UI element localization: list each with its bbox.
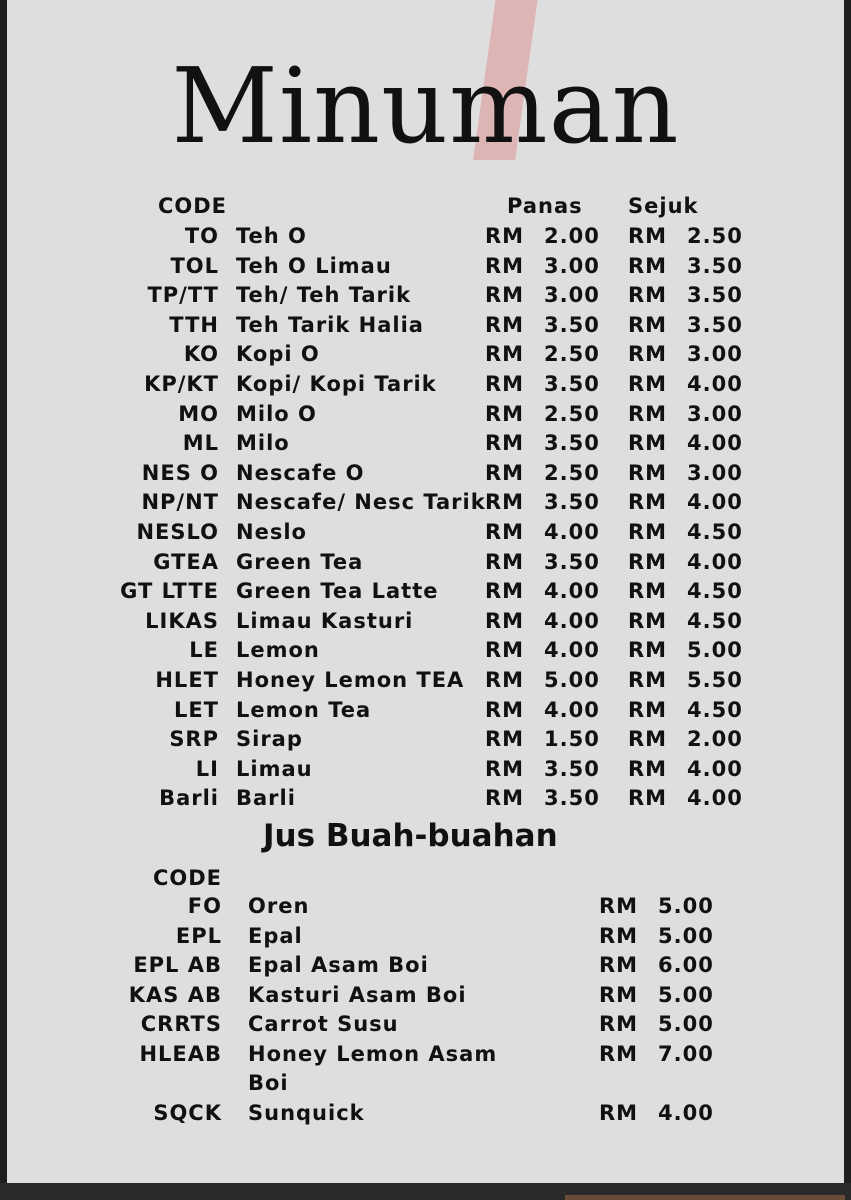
hot-price: 4.00 <box>544 579 600 604</box>
drink-code: MO <box>178 401 219 426</box>
cold-price: 4.50 <box>687 608 743 633</box>
menu-page <box>7 0 844 1183</box>
cold-price: 4.00 <box>687 549 743 574</box>
hot-price: 3.00 <box>544 283 600 308</box>
hot-currency: RM <box>485 460 525 485</box>
drink-name: Neslo <box>236 520 307 544</box>
hot-currency: RM <box>485 372 525 396</box>
hot-currency: RM <box>485 549 525 574</box>
juice-code: HLEAB <box>139 1042 222 1066</box>
hot-currency: RM <box>485 579 525 604</box>
hot-currency: RM <box>485 608 525 633</box>
drink-code: KP/KT <box>144 372 219 396</box>
hot-currency: RM <box>485 431 525 456</box>
drink-name: Kopi/ Kopi Tarik <box>236 372 437 396</box>
cold-currency: RM <box>628 668 668 692</box>
hot-price: 5.00 <box>544 668 600 692</box>
hot-currency: RM <box>485 638 525 663</box>
cold-currency: RM <box>628 579 668 604</box>
cold-currency: RM <box>628 312 668 337</box>
drink-name: Nescafe/ Nesc Tarik <box>236 490 486 515</box>
cold-currency: RM <box>628 786 668 811</box>
juice-code: EPL <box>175 923 222 948</box>
drink-name: Green Tea <box>236 549 364 574</box>
hot-price: 3.50 <box>544 312 600 337</box>
cold-price: 3.00 <box>687 342 743 367</box>
juice-price: 7.00 <box>658 1042 714 1066</box>
hot-currency: RM <box>485 520 525 544</box>
drink-code: TTH <box>169 312 219 337</box>
cold-currency: RM <box>628 638 668 663</box>
drink-name: Lemon Tea <box>236 697 372 722</box>
hot-price: 2.00 <box>544 224 600 248</box>
hot-currency: RM <box>485 342 525 367</box>
drink-name: Sirap <box>236 727 303 752</box>
cold-currency: RM <box>628 283 668 308</box>
cold-price: 2.00 <box>687 727 743 752</box>
hot-price: 3.50 <box>544 756 600 781</box>
drink-code: NP/NT <box>141 490 219 515</box>
cold-price: 5.00 <box>687 638 743 663</box>
cold-price: 3.50 <box>687 283 743 308</box>
drink-name: Green Tea Latte <box>236 579 439 604</box>
juice-name: Kasturi Asam Boi <box>248 982 467 1007</box>
drink-code: LI <box>195 756 219 781</box>
hot-price: 2.50 <box>544 342 600 367</box>
juice-currency: RM <box>599 1012 639 1037</box>
drink-name: Nescafe O <box>236 460 365 485</box>
hot-currency: RM <box>485 668 525 692</box>
drink-code: NESLO <box>136 520 219 544</box>
hot-price: 3.50 <box>544 786 600 811</box>
cold-currency: RM <box>628 224 668 248</box>
hot-price: 2.50 <box>544 401 600 426</box>
hot-price: 3.50 <box>544 431 600 456</box>
cold-price: 4.00 <box>687 786 743 811</box>
juice-name: Carrot Susu <box>248 1012 399 1037</box>
hot-price: 4.00 <box>544 608 600 633</box>
drink-code: GT LTTE <box>120 579 219 604</box>
drink-code: LE <box>189 638 219 663</box>
drink-code: KO <box>183 342 219 367</box>
juice-section-title: Jus Buah-buahan <box>263 818 558 854</box>
juice-name-cont: Boi <box>248 1071 289 1095</box>
drink-name: Barli <box>236 786 296 811</box>
hot-currency: RM <box>485 727 525 752</box>
juice-currency: RM <box>599 1101 639 1125</box>
drink-code: NES O <box>141 460 219 485</box>
cold-currency: RM <box>628 549 668 574</box>
cold-currency: RM <box>628 697 668 722</box>
cold-price: 3.00 <box>687 401 743 426</box>
juice-code: EPL AB <box>133 953 222 978</box>
cold-header: Sejuk <box>628 194 699 218</box>
juice-price: 5.00 <box>658 923 714 948</box>
hot-price: 4.00 <box>544 638 600 663</box>
drink-code: GTEA <box>153 549 219 574</box>
hot-currency: RM <box>485 312 525 337</box>
juice-price: 4.00 <box>658 1101 714 1125</box>
drink-name: Milo O <box>236 401 317 426</box>
drink-code: ML <box>182 431 219 456</box>
hot-price: 3.00 <box>544 253 600 278</box>
cold-price: 3.50 <box>687 312 743 337</box>
drink-code: HLET <box>155 668 219 692</box>
cold-currency: RM <box>628 520 668 544</box>
cold-currency: RM <box>628 608 668 633</box>
cold-currency: RM <box>628 431 668 456</box>
next-image-edge <box>565 1195 845 1200</box>
cold-currency: RM <box>628 490 668 515</box>
hot-currency: RM <box>485 253 525 278</box>
cold-price: 4.50 <box>687 579 743 604</box>
cold-currency: RM <box>628 401 668 426</box>
juice-code: SQCK <box>153 1101 222 1125</box>
cold-currency: RM <box>628 342 668 367</box>
hot-price: 1.50 <box>544 727 600 752</box>
juice-code-header: CODE <box>152 866 222 890</box>
cold-currency: RM <box>628 460 668 485</box>
cold-currency: RM <box>628 372 668 396</box>
drink-name: Kopi O <box>236 342 320 367</box>
hot-price: 4.00 <box>544 697 600 722</box>
hot-price: 3.50 <box>544 549 600 574</box>
cold-price: 4.50 <box>687 697 743 722</box>
drink-name: Teh/ Teh Tarik <box>236 283 412 308</box>
hot-currency: RM <box>485 786 525 811</box>
hot-price: 2.50 <box>544 460 600 485</box>
cold-price: 4.00 <box>687 431 743 456</box>
drink-code: SRP <box>169 727 219 752</box>
juice-code: FO <box>187 894 222 918</box>
hot-currency: RM <box>485 401 525 426</box>
hot-currency: RM <box>485 490 525 515</box>
hot-header: Panas <box>507 194 583 218</box>
drink-code: LIKAS <box>145 608 219 633</box>
drink-name: Teh O <box>236 224 307 248</box>
drink-name: Milo <box>236 431 290 456</box>
juice-name: Sunquick <box>248 1101 365 1125</box>
hot-currency: RM <box>485 283 525 308</box>
cold-price: 4.00 <box>687 756 743 781</box>
drink-name: Limau <box>236 756 313 781</box>
drink-name: Honey Lemon TEA <box>236 668 465 692</box>
drink-code: TP/TT <box>147 283 219 308</box>
juice-price: 5.00 <box>658 982 714 1007</box>
cold-currency: RM <box>628 727 668 752</box>
drink-code: LET <box>173 697 219 722</box>
juice-currency: RM <box>599 1042 639 1066</box>
hot-currency: RM <box>485 224 525 248</box>
hot-currency: RM <box>485 697 525 722</box>
cold-price: 5.50 <box>687 668 743 692</box>
juice-price: 5.00 <box>658 894 714 918</box>
drink-name: Limau Kasturi <box>236 608 414 633</box>
drink-code: TOL <box>170 253 219 278</box>
drink-code: TO <box>184 224 219 248</box>
drink-code: Barli <box>159 786 219 811</box>
drink-name: Teh Tarik Halia <box>236 312 424 337</box>
hot-currency: RM <box>485 756 525 781</box>
hot-price: 4.00 <box>544 520 600 544</box>
juice-currency: RM <box>599 894 639 918</box>
cold-price: 4.00 <box>687 372 743 396</box>
drink-name: Lemon <box>236 638 320 663</box>
cold-price: 4.00 <box>687 490 743 515</box>
juice-price: 6.00 <box>658 953 714 978</box>
juice-name: Oren <box>248 894 310 918</box>
juice-code: CRRTS <box>140 1012 222 1037</box>
code-header: CODE <box>157 194 227 218</box>
drink-name: Teh O Limau <box>236 253 392 278</box>
juice-code: KAS AB <box>128 982 222 1007</box>
juice-name: Epal Asam Boi <box>248 953 429 978</box>
cold-currency: RM <box>628 253 668 278</box>
cold-price: 3.50 <box>687 253 743 278</box>
juice-price: 5.00 <box>658 1012 714 1037</box>
juice-currency: RM <box>599 953 639 978</box>
hot-price: 3.50 <box>544 490 600 515</box>
cold-price: 4.50 <box>687 520 743 544</box>
hot-price: 3.50 <box>544 372 600 396</box>
cold-currency: RM <box>628 756 668 781</box>
juice-currency: RM <box>599 982 639 1007</box>
juice-name: Honey Lemon Asam <box>248 1042 498 1066</box>
page-title: Minuman <box>171 45 680 167</box>
cold-price: 2.50 <box>687 224 743 248</box>
juice-name: Epal <box>248 923 303 948</box>
juice-currency: RM <box>599 923 639 948</box>
cold-price: 3.00 <box>687 460 743 485</box>
